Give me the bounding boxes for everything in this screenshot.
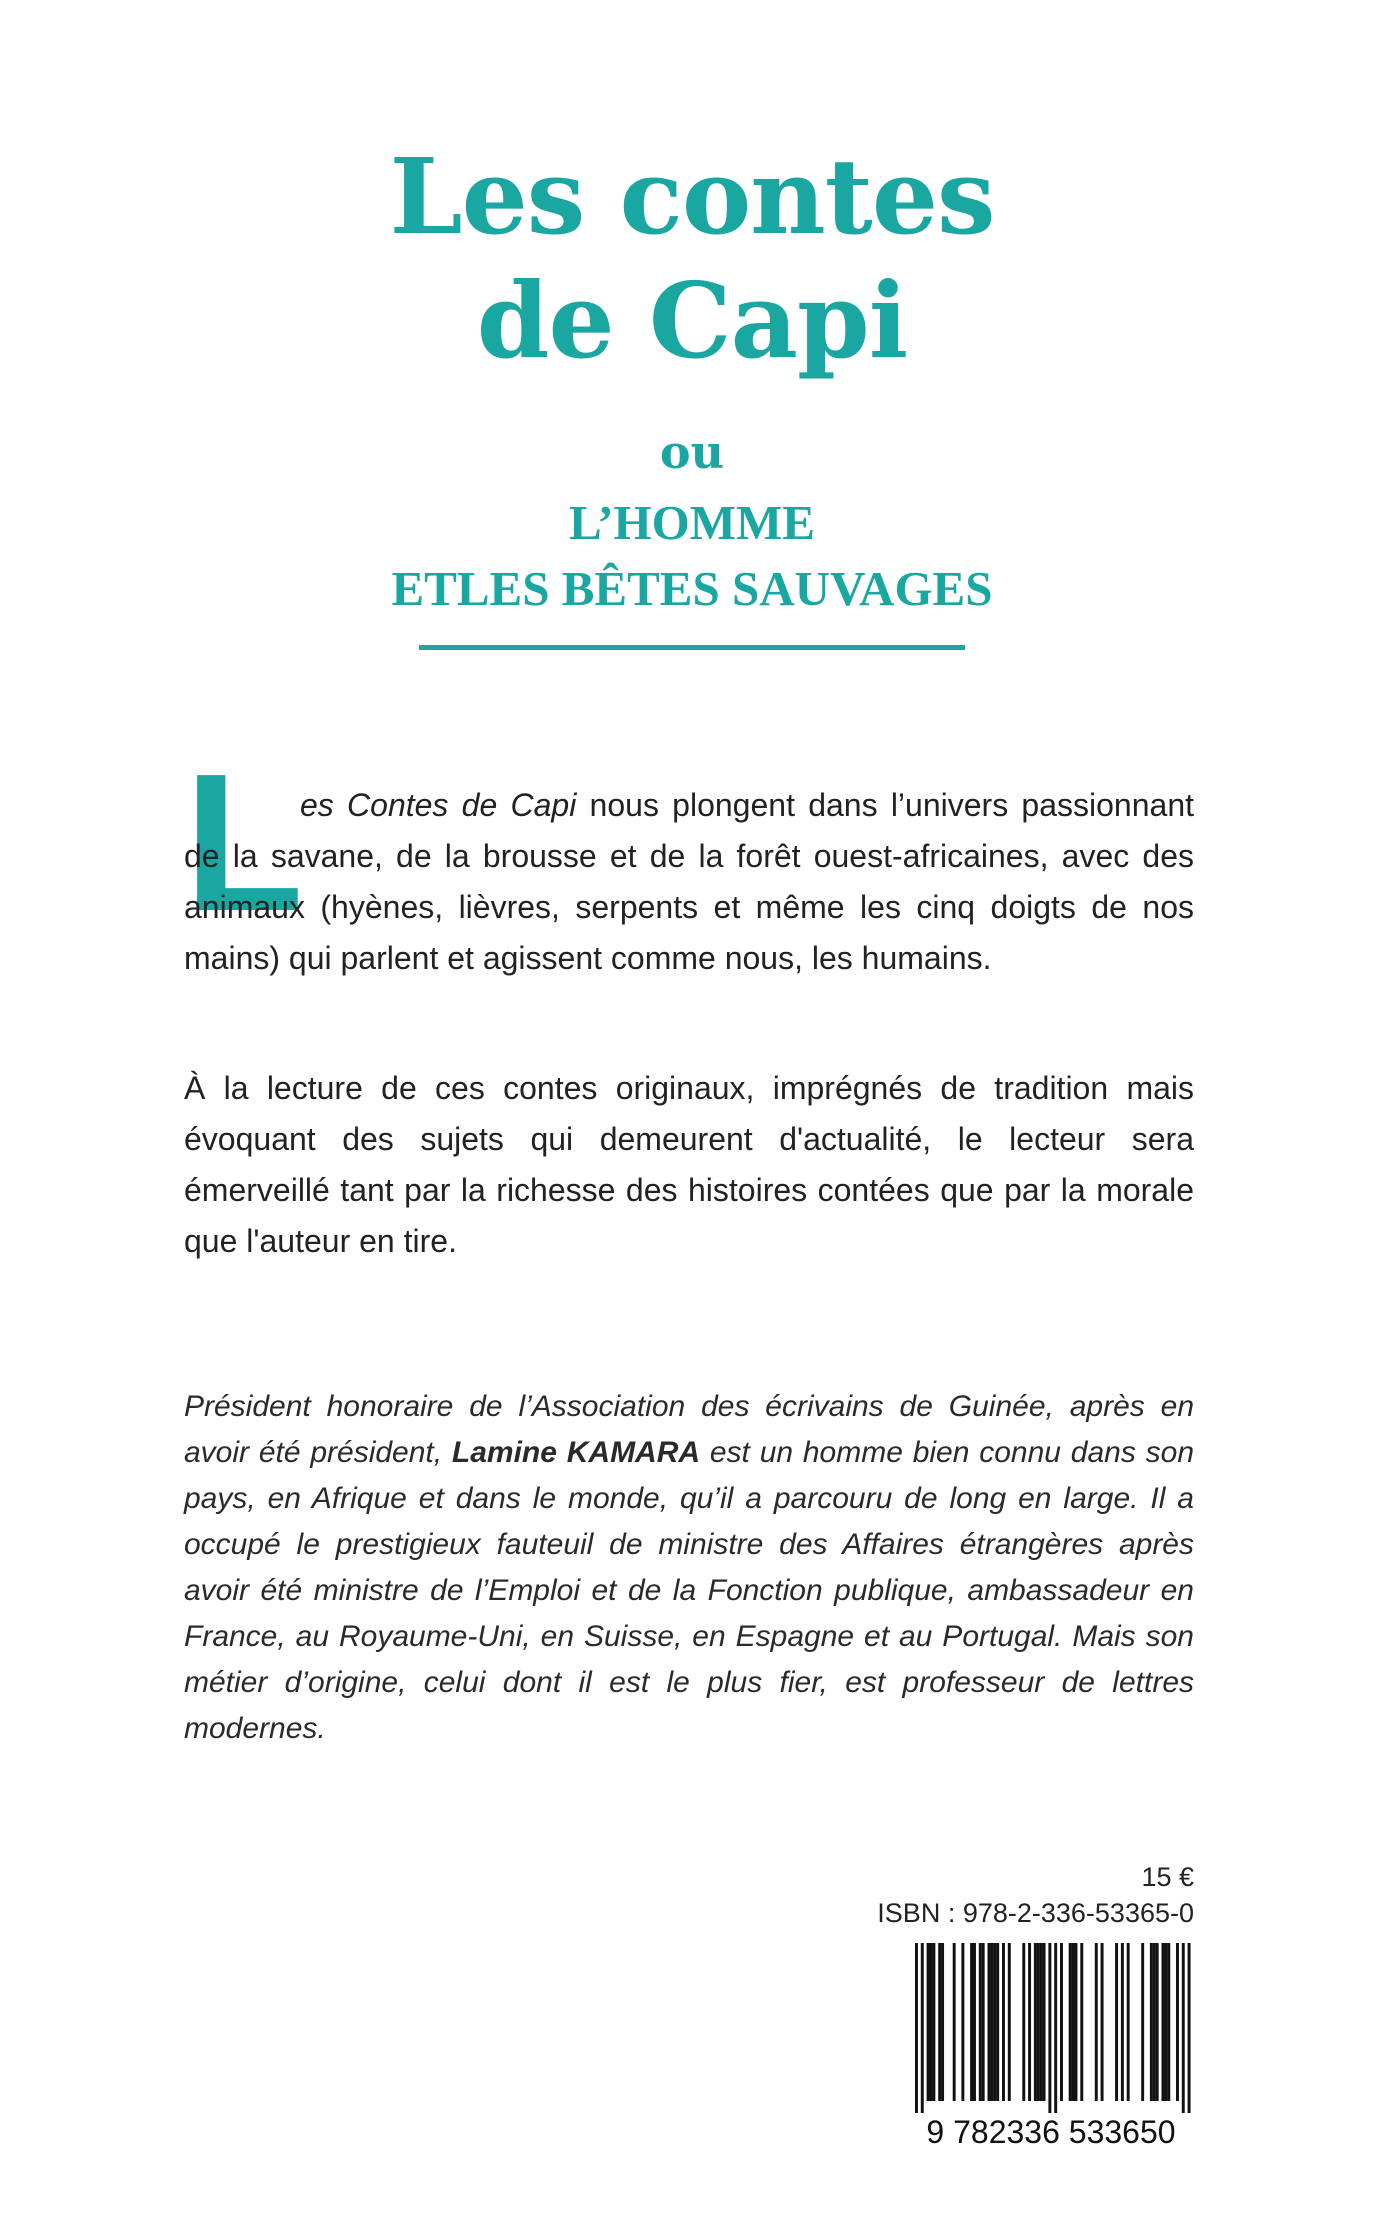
barcode-bar (953, 1943, 956, 2101)
barcode-bar (1127, 1943, 1130, 2101)
author-bio-intro: Président honoraire de l’Association des écrivains de Guinée, après en avoir été président, (184, 1390, 1194, 1469)
barcode (903, 1939, 1199, 2149)
barcode-bar (1150, 1943, 1153, 2101)
barcode-digits: 9 782336 533650 (926, 2114, 1176, 2149)
book-subtitle-line-1: L’HOMME (569, 495, 815, 550)
barcode-bar (1176, 1943, 1179, 2101)
author-name: Lamine KAMARA (451, 1436, 701, 1469)
barcode-bar (1054, 1943, 1057, 2113)
barcode-bar (1034, 1943, 1037, 2101)
barcode-bar (1182, 1943, 1185, 2113)
barcode-bar (1121, 1943, 1124, 2101)
barcode-bar (927, 1943, 930, 2101)
barcode-bar (938, 1943, 941, 2101)
barcode-bar (1022, 1943, 1025, 2101)
barcode-bar (1156, 1943, 1159, 2101)
barcode-bar (1141, 1943, 1144, 2101)
barcode-bar (1080, 1943, 1083, 2101)
barcode-bar (1037, 1943, 1040, 2101)
barcode-bar (990, 1943, 993, 2101)
barcode-bar (1043, 1943, 1046, 2101)
barcode-bar (1162, 1943, 1165, 2101)
blurb-paragraph-1-text: nous plongent dans l’univers passionnant de la savane, de la brousse et de la forêt ouest-africaines, avec des animaux (hyènes, lièvres, serpents et même les cinq doigts de nos mains) qui parlent et agissent comme nous, les humains. (184, 787, 1195, 976)
barcode-bar (1060, 1943, 1063, 2101)
barcode-bar (1048, 1943, 1051, 2113)
barcode-bar (1164, 1943, 1167, 2101)
barcode-bar (941, 1943, 944, 2101)
barcode-bar (921, 1943, 924, 2113)
barcode-bar (973, 1943, 976, 2101)
barcode-bar (915, 1943, 918, 2113)
barcode-bar (1115, 1943, 1118, 2101)
book-title-line-2: de Capi (476, 259, 908, 382)
barcode-bar (982, 1943, 985, 2101)
barcode-bar (1072, 1943, 1075, 2101)
barcode-bar (1028, 1943, 1031, 2101)
book-subtitle-line-2: ETLES BÊTES SAUVAGES (391, 561, 993, 616)
barcode-bar (988, 1943, 991, 2101)
barcode-bar (1153, 1943, 1156, 2101)
isbn: ISBN : 978-2-336-53365-0 (877, 1898, 1194, 1928)
barcode-bar (1069, 1943, 1072, 2101)
barcode-bar (1101, 1943, 1104, 2101)
book-subtitle (0, 490, 1384, 622)
barcode-bar (970, 1943, 973, 2101)
barcode-bar (1188, 1943, 1191, 2113)
barcode-bar (930, 1943, 933, 2101)
author-bio (184, 1384, 1194, 1752)
title-divider (419, 645, 965, 650)
book-title-italic: es Contes de Capi (300, 787, 577, 823)
barcode-bar (961, 1943, 964, 2101)
title-connector: ou (659, 425, 725, 479)
barcode-bar (993, 1943, 996, 2101)
barcode-bar (932, 1943, 935, 2101)
price: 15 € (1141, 1862, 1194, 1892)
book-title-line-1: Les contes (389, 135, 995, 258)
drop-cap: L (184, 733, 304, 952)
blurb-paragraph-1 (184, 780, 1194, 984)
author-bio-rest: est un homme bien connu dans son pays, en Afrique et dans le monde, qu’il a parcouru de long en large. Il a occupé le prestigieux fauteuil de ministre des Affaires étrangères après avoir été ministre de l’Emploi et de la Fonction publique, ambassadeur en France, au Royaume-Uni, en Suisse, en Espagne et au Portugal. Mais son métier d’origine, celui dont il est le plus fier, est professeur de lettres modernes. (184, 1436, 1195, 1745)
blurb-paragraph-2: À la lecture de ces contes originaux, imprégnés de tradition mais évoquant des sujets qui demeurent d'actualité, le lecteur sera émerveillé tant par la richesse des histoires contées que par la morale que l'auteur en tire. (184, 1070, 1194, 1259)
barcode-bar (1167, 1943, 1170, 2101)
barcode-bar (979, 1943, 982, 2101)
barcode-bar (996, 1943, 999, 2101)
barcode-bar (1095, 1943, 1098, 2101)
book-title (0, 135, 1384, 383)
barcode-bar (1008, 1943, 1011, 2101)
barcode-bar (1002, 1943, 1005, 2101)
barcode-bar (1040, 1943, 1043, 2101)
barcode-bar (1075, 1943, 1078, 2101)
